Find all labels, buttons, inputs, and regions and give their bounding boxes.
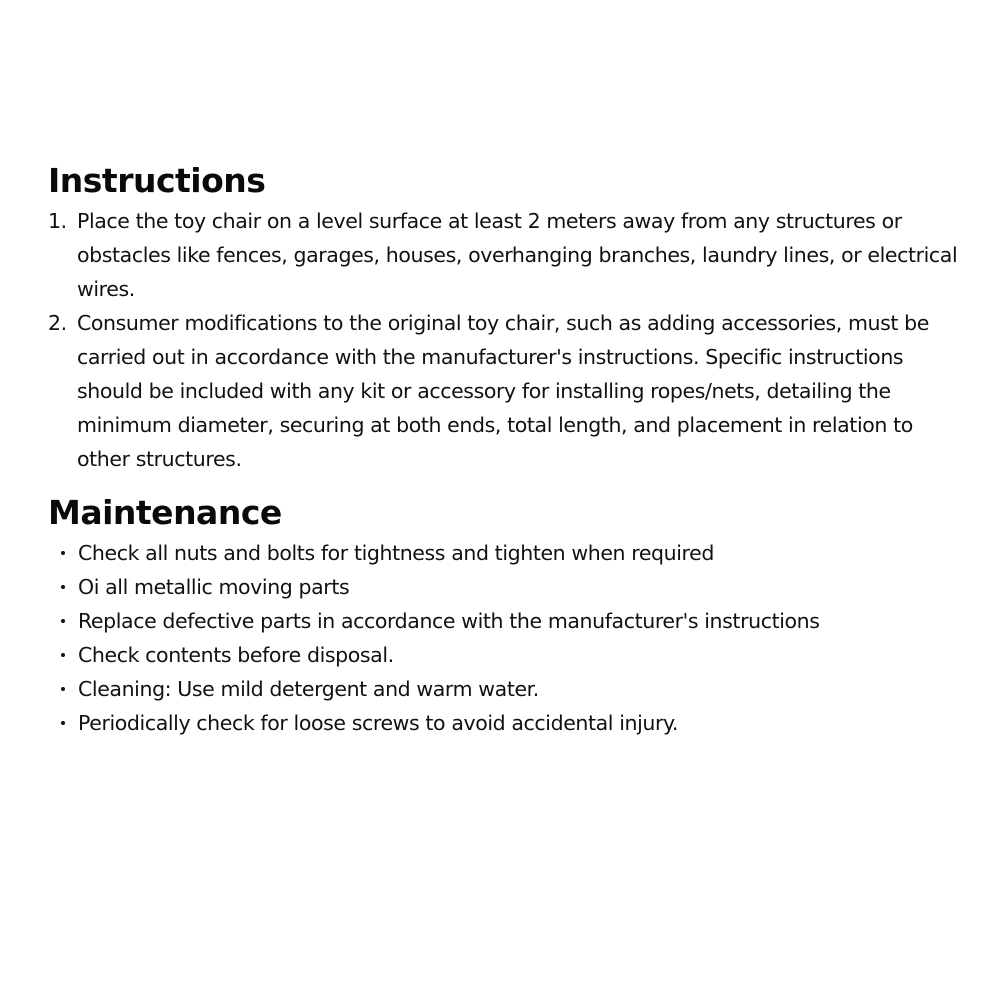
item-text: Consumer modifications to the original toy chair, such as adding accessories, must be carried out in accordance with the manufacturer's instructions. Specific instructions should be included with any kit or accessory for installing ropes/nets, detailing the minimum diameter, securing at both ends, total length, and placement in relation to other structures. bbox=[77, 311, 929, 471]
instructions-section bbox=[48, 158, 958, 476]
bullet-icon bbox=[61, 551, 65, 555]
item-text: Cleaning: Use mild detergent and warm water. bbox=[78, 677, 539, 701]
item-text: Replace defective parts in accordance with the manufacturer's instructions bbox=[78, 609, 820, 633]
item-text: Check contents before disposal. bbox=[78, 643, 394, 667]
list-item bbox=[48, 536, 958, 570]
item-number: 2. bbox=[48, 311, 67, 335]
bullet-icon bbox=[61, 721, 65, 725]
list-item bbox=[48, 706, 958, 740]
bullet-icon bbox=[61, 687, 65, 691]
list-item bbox=[48, 672, 958, 706]
instructions-heading: Instructions bbox=[48, 161, 266, 200]
document bbox=[48, 158, 958, 740]
item-text: Periodically check for loose screws to avoid accidental injury. bbox=[78, 711, 678, 735]
instruction-item bbox=[48, 306, 958, 476]
instruction-item bbox=[48, 204, 958, 306]
instructions-list bbox=[48, 204, 958, 476]
bullet-icon bbox=[61, 653, 65, 657]
item-text: Oi all metallic moving parts bbox=[78, 575, 350, 599]
item-text: Check all nuts and bolts for tightness and tighten when required bbox=[78, 541, 714, 565]
list-item bbox=[48, 570, 958, 604]
bullet-icon bbox=[61, 619, 65, 623]
list-item bbox=[48, 638, 958, 672]
maintenance-heading: Maintenance bbox=[48, 493, 282, 532]
item-number: 1. bbox=[48, 209, 67, 233]
bullet-icon bbox=[61, 585, 65, 589]
maintenance-section bbox=[48, 490, 958, 740]
list-item bbox=[48, 604, 958, 638]
maintenance-list bbox=[48, 536, 958, 740]
item-text: Place the toy chair on a level surface at least 2 meters away from any structures or obstacles like fences, garages, houses, overhanging branches, laundry lines, or electrical wires. bbox=[77, 209, 958, 301]
